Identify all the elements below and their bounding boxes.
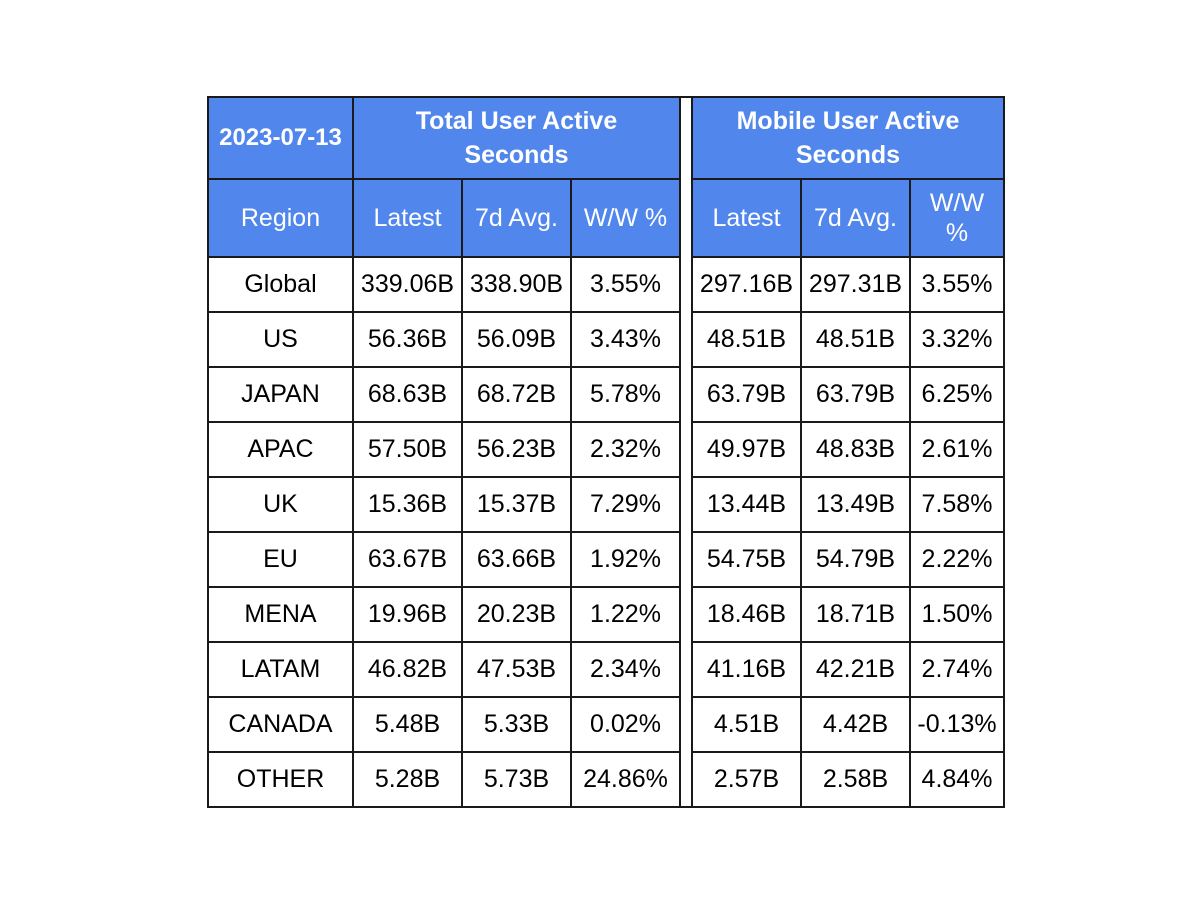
total-latest-cell: 46.82B xyxy=(353,642,462,697)
column-header-total-ww: W/W % xyxy=(571,179,680,257)
region-cell: LATAM xyxy=(208,642,353,697)
total-latest-cell: 56.36B xyxy=(353,312,462,367)
table-row xyxy=(692,477,1004,532)
table-row xyxy=(692,312,1004,367)
mobile-avg-cell: 18.71B xyxy=(801,587,910,642)
total-ww-cell: 2.32% xyxy=(571,422,680,477)
region-cell: JAPAN xyxy=(208,367,353,422)
total-latest-cell: 5.48B xyxy=(353,697,462,752)
total-avg-cell: 338.90B xyxy=(462,257,571,312)
region-cell: US xyxy=(208,312,353,367)
column-header-mobile-ww xyxy=(910,179,1004,257)
mobile-avg-cell: 48.51B xyxy=(801,312,910,367)
total-avg-cell: 68.72B xyxy=(462,367,571,422)
total-group-header xyxy=(353,97,680,179)
column-header-mobile-avg: 7d Avg. xyxy=(801,179,910,257)
table-row xyxy=(692,697,1004,752)
mobile-latest-cell: 54.75B xyxy=(692,532,801,587)
table-row xyxy=(692,532,1004,587)
region-cell: OTHER xyxy=(208,752,353,807)
total-latest-cell: 57.50B xyxy=(353,422,462,477)
total-ww-cell: 3.43% xyxy=(571,312,680,367)
mobile-ww-cell: 1.50% xyxy=(910,587,1004,642)
total-group-header-label: Total User Active Seconds xyxy=(415,107,618,169)
table-row xyxy=(208,587,680,642)
mobile-ww-cell: 6.25% xyxy=(910,367,1004,422)
table-row xyxy=(692,642,1004,697)
report-date: 2023-07-13 xyxy=(208,97,353,179)
region-cell: Global xyxy=(208,257,353,312)
mobile-ww-cell: -0.13% xyxy=(910,697,1004,752)
mobile-ww-cell: 2.22% xyxy=(910,532,1004,587)
mobile-avg-cell: 2.58B xyxy=(801,752,910,807)
total-ww-cell: 0.02% xyxy=(571,697,680,752)
mobile-avg-cell: 63.79B xyxy=(801,367,910,422)
total-latest-cell: 19.96B xyxy=(353,587,462,642)
total-ww-cell: 1.92% xyxy=(571,532,680,587)
region-cell: CANADA xyxy=(208,697,353,752)
mobile-latest-cell: 13.44B xyxy=(692,477,801,532)
table-divider xyxy=(681,96,691,808)
total-avg-cell: 15.37B xyxy=(462,477,571,532)
column-header-mobile-latest: Latest xyxy=(692,179,801,257)
table-row xyxy=(208,312,680,367)
mobile-latest-cell: 63.79B xyxy=(692,367,801,422)
mobile-latest-cell: 18.46B xyxy=(692,587,801,642)
total-user-active-table xyxy=(207,96,681,808)
total-latest-cell: 68.63B xyxy=(353,367,462,422)
column-header-total-latest: Latest xyxy=(353,179,462,257)
mobile-ww-cell: 3.32% xyxy=(910,312,1004,367)
mobile-avg-cell: 54.79B xyxy=(801,532,910,587)
mobile-ww-cell: 3.55% xyxy=(910,257,1004,312)
table-row xyxy=(692,422,1004,477)
total-ww-cell: 24.86% xyxy=(571,752,680,807)
total-latest-cell: 15.36B xyxy=(353,477,462,532)
table-row xyxy=(208,422,680,477)
total-ww-cell: 1.22% xyxy=(571,587,680,642)
mobile-latest-cell: 49.97B xyxy=(692,422,801,477)
total-latest-cell: 339.06B xyxy=(353,257,462,312)
total-avg-cell: 56.09B xyxy=(462,312,571,367)
region-cell: UK xyxy=(208,477,353,532)
mobile-user-active-table xyxy=(691,96,1005,808)
mobile-latest-cell: 4.51B xyxy=(692,697,801,752)
total-latest-cell: 63.67B xyxy=(353,532,462,587)
mobile-avg-cell: 297.31B xyxy=(801,257,910,312)
total-ww-cell: 3.55% xyxy=(571,257,680,312)
total-avg-cell: 20.23B xyxy=(462,587,571,642)
mobile-avg-cell: 13.49B xyxy=(801,477,910,532)
table-row xyxy=(208,532,680,587)
column-header-region: Region xyxy=(208,179,353,257)
table-row xyxy=(208,642,680,697)
mobile-ww-cell: 2.74% xyxy=(910,642,1004,697)
mobile-latest-cell: 2.57B xyxy=(692,752,801,807)
mobile-avg-cell: 42.21B xyxy=(801,642,910,697)
table-row xyxy=(208,257,680,312)
total-avg-cell: 56.23B xyxy=(462,422,571,477)
total-latest-cell: 5.28B xyxy=(353,752,462,807)
mobile-ww-cell: 7.58% xyxy=(910,477,1004,532)
table-row xyxy=(692,367,1004,422)
mobile-latest-cell: 41.16B xyxy=(692,642,801,697)
total-avg-cell: 63.66B xyxy=(462,532,571,587)
table-row xyxy=(208,477,680,532)
mobile-group-header xyxy=(692,97,1004,179)
mobile-avg-cell: 48.83B xyxy=(801,422,910,477)
table-row xyxy=(208,752,680,807)
total-avg-cell: 5.33B xyxy=(462,697,571,752)
mobile-group-header-label: Mobile User Active Seconds xyxy=(736,107,960,169)
total-ww-cell: 7.29% xyxy=(571,477,680,532)
table-row xyxy=(692,257,1004,312)
total-avg-cell: 5.73B xyxy=(462,752,571,807)
total-ww-cell: 5.78% xyxy=(571,367,680,422)
mobile-latest-cell: 297.16B xyxy=(692,257,801,312)
mobile-ww-cell: 2.61% xyxy=(910,422,1004,477)
table-row xyxy=(208,367,680,422)
active-seconds-report xyxy=(207,96,1005,808)
table-row xyxy=(692,587,1004,642)
column-header-mobile-ww-label: W/W % xyxy=(929,189,985,247)
table-row xyxy=(692,752,1004,807)
region-cell: EU xyxy=(208,532,353,587)
column-header-total-avg: 7d Avg. xyxy=(462,179,571,257)
total-ww-cell: 2.34% xyxy=(571,642,680,697)
mobile-avg-cell: 4.42B xyxy=(801,697,910,752)
total-avg-cell: 47.53B xyxy=(462,642,571,697)
mobile-latest-cell: 48.51B xyxy=(692,312,801,367)
mobile-ww-cell: 4.84% xyxy=(910,752,1004,807)
region-cell: APAC xyxy=(208,422,353,477)
table-row xyxy=(208,697,680,752)
region-cell: MENA xyxy=(208,587,353,642)
